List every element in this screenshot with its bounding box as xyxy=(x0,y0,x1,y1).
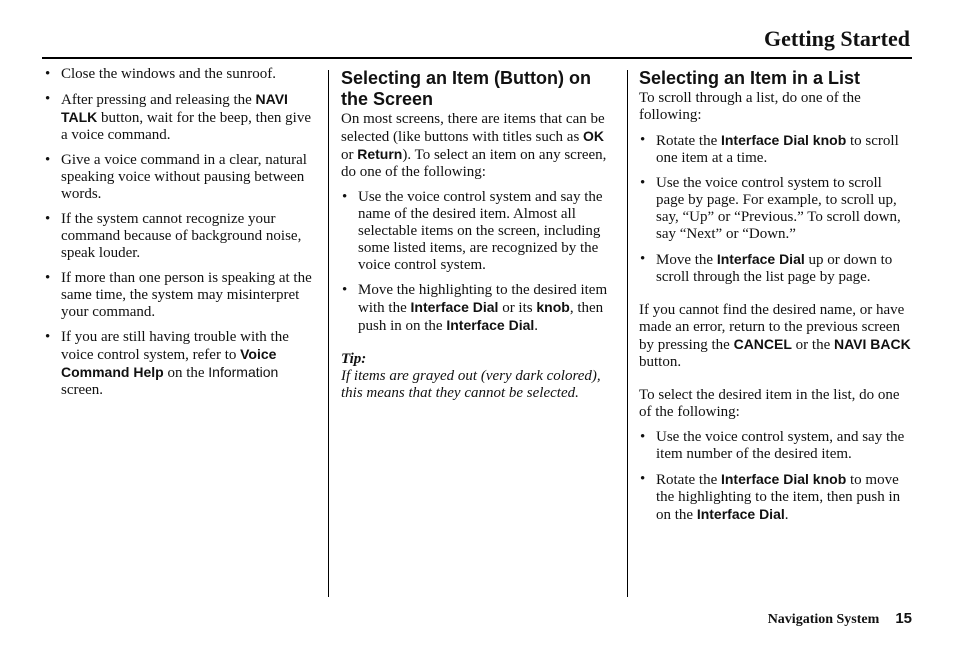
list-item xyxy=(639,429,911,463)
list-item xyxy=(44,329,318,399)
item-text: If the system cannot recognize your command because of background noise, speak louder. xyxy=(61,211,302,261)
navi-back-label: NAVI BACK xyxy=(834,336,911,352)
page-footer xyxy=(768,610,912,628)
select-options-list xyxy=(341,189,613,335)
interface-dial-label: Interface Dial xyxy=(410,299,499,315)
intro-paragraph xyxy=(341,111,613,181)
paragraph-text: or xyxy=(341,147,358,163)
interface-dial-knob-label: Interface Dial knob xyxy=(720,471,847,487)
item-text: If more than one person is speaking at the same time, the system may misinterpret your command. xyxy=(61,270,312,320)
paragraph-text: On most screens, there are items that can be selected (like buttons with titles such as xyxy=(341,111,605,145)
navi-talk-label: NAVI TALK xyxy=(61,91,288,125)
interface-dial-label: Interface Dial xyxy=(446,317,535,333)
list-item xyxy=(44,66,318,83)
tip-label: Tip: xyxy=(341,351,367,367)
item-text: Rotate the xyxy=(656,133,721,149)
list-item xyxy=(639,132,911,167)
item-text: Close the windows and the sunroof. xyxy=(61,66,276,82)
item-text: If you are still having trouble with the voice control system, refer to xyxy=(61,329,289,363)
header-rule xyxy=(42,57,912,59)
footer-label: Navigation System xyxy=(767,612,880,627)
select-paragraph: To select the desired item in the list, do one of the following: xyxy=(639,387,900,420)
column-divider-left xyxy=(328,70,329,597)
cancel-label: CANCEL xyxy=(733,336,792,352)
item-text: Use the voice control system, and say the item number of the desired item. xyxy=(656,429,905,462)
return-label: Return xyxy=(357,146,403,162)
list-item xyxy=(44,211,318,262)
list-item xyxy=(639,251,911,286)
list-item xyxy=(44,270,318,321)
knob-label: knob xyxy=(536,299,570,315)
column-3 xyxy=(639,66,911,532)
item-text: up or down to scroll through the list page by page. xyxy=(656,252,893,285)
interface-dial-label: Interface Dial xyxy=(716,251,805,267)
scroll-options-list xyxy=(639,132,911,286)
item-text: . xyxy=(784,507,789,523)
item-text: , then push in on the xyxy=(358,300,604,334)
list-item xyxy=(44,152,318,203)
paragraph-text: button. xyxy=(639,354,682,370)
section-heading: Selecting an Item (Button) on the Screen xyxy=(341,68,591,109)
item-text: Use the voice control system to scroll page by page. For example, to scroll up, say, “Up” or “Previous.” To scroll down, say “Next” or “Down.” xyxy=(656,175,901,242)
item-text: Move the highlighting to the desired item with the xyxy=(358,282,608,316)
column-2 xyxy=(341,66,613,402)
item-text: button, wait for the beep, then give a voice command. xyxy=(61,110,311,143)
column-1 xyxy=(44,66,318,407)
paragraph-text: or the xyxy=(791,337,834,353)
list-item xyxy=(639,471,911,524)
item-text: to scroll one item at a time. xyxy=(656,133,899,166)
list-item xyxy=(341,282,613,335)
list-item xyxy=(341,189,613,274)
item-text: screen. xyxy=(61,382,104,398)
tip-text: If items are grayed out (very dark colored), this means that they cannot be selected. xyxy=(341,368,601,401)
item-text: Move the xyxy=(656,252,717,268)
tips-list xyxy=(44,66,318,399)
cancel-paragraph xyxy=(639,302,911,371)
item-text: After pressing and releasing the xyxy=(61,92,256,108)
column-divider-right xyxy=(627,70,628,597)
intro-paragraph: To scroll through a list, do one of the following: xyxy=(639,90,861,123)
list-item xyxy=(639,175,911,243)
information-label: Information xyxy=(208,364,279,380)
item-text: on the xyxy=(163,365,209,381)
voice-command-help-label: Voice Command Help xyxy=(61,346,277,380)
page-header-title: Getting Started xyxy=(763,26,910,51)
interface-dial-knob-label: Interface Dial knob xyxy=(720,132,847,148)
paragraph-text: ). To select an item on any screen, do one of the following: xyxy=(341,147,607,180)
item-text: Give a voice command in a clear, natural speaking voice without pausing between words. xyxy=(61,152,307,202)
page-number: 15 xyxy=(895,610,912,627)
item-text: Use the voice control system and say the name of the desired item. Almost all selectable items on the screen, including some listed items, are recognized by the voice control system. xyxy=(358,189,603,273)
interface-dial-label: Interface Dial xyxy=(696,506,785,522)
item-text: or its xyxy=(498,300,537,316)
select-list-options xyxy=(639,429,911,524)
item-text: Rotate the xyxy=(656,472,721,488)
list-item xyxy=(44,91,318,144)
item-text: . xyxy=(534,318,539,334)
paragraph-text: If you cannot find the desired name, or have made an error, return to the previous screen by pressing the xyxy=(639,302,905,353)
item-text: to move the highlighting to the item, then push in on the xyxy=(656,472,901,523)
section-heading: Selecting an Item in a List xyxy=(639,68,861,88)
ok-label: OK xyxy=(583,128,605,144)
